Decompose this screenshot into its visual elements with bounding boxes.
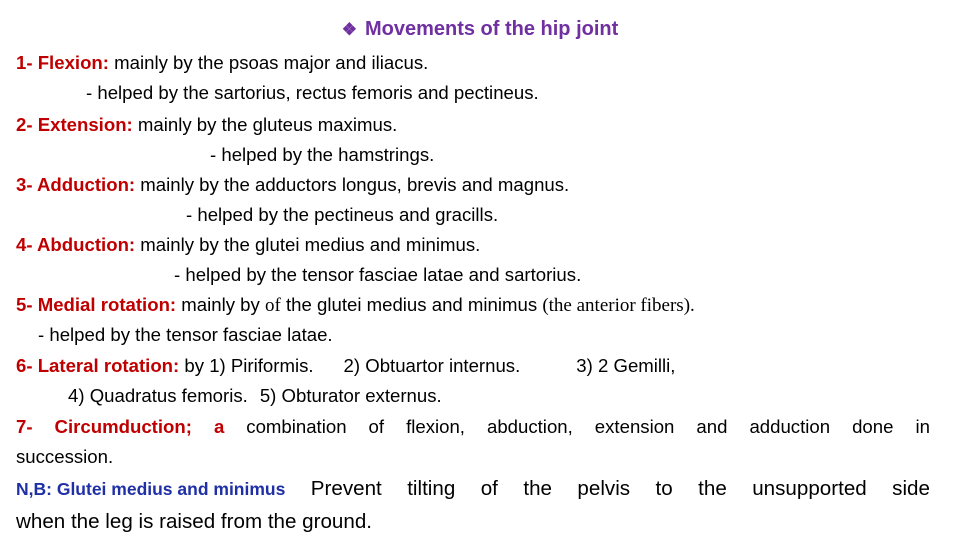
medial-rotation-heading: 5- Medial rotation: <box>16 294 177 315</box>
circ-word: flexion, <box>406 416 465 437</box>
medial-main-of: of <box>265 295 281 316</box>
adduction-help-text: - helped by the pectineus and gracills. <box>186 204 499 225</box>
extension-heading: 2- Extension: <box>16 114 133 135</box>
lateral-rotation-line-2 <box>68 384 442 408</box>
adduction-main: mainly by the adductors longus, brevis and magnus. <box>135 174 570 195</box>
abduction-main: mainly by the glutei medius and minimus. <box>135 234 481 255</box>
circ-cont: succession. <box>16 446 114 467</box>
note-line-2 <box>16 510 372 534</box>
note-heading: N,B: Glutei medius and minimus <box>16 479 286 499</box>
lateral-main-b: 2) Obtuartor internus. <box>343 355 521 376</box>
adduction-line <box>16 173 569 197</box>
circ-word: a <box>213 416 225 437</box>
circumduction-line-2 <box>16 445 113 469</box>
adduction-heading: 3- Adduction: <box>16 174 136 195</box>
note-word: unsupported <box>752 477 867 500</box>
note-word: the <box>523 477 552 500</box>
lateral-main-a: by 1) Piriformis. <box>179 355 314 376</box>
circ-word: abduction, <box>486 416 573 437</box>
medial-rotation-line <box>16 293 695 318</box>
flexion-line <box>16 51 428 75</box>
note-line <box>16 477 930 501</box>
circ-word: of <box>368 416 385 437</box>
flexion-heading: 1- Flexion: <box>16 52 109 73</box>
lateral-main-c: 3) 2 Gemilli, <box>576 355 676 376</box>
lateral-rotation-heading: 6- Lateral rotation: <box>16 355 180 376</box>
circ-word: and <box>696 416 728 437</box>
flexion-help-text: - helped by the sartorius, rectus femoris and pectineus. <box>86 82 539 103</box>
circ-word: done <box>852 416 894 437</box>
lateral-line2-a: 4) Quadratus femoris. <box>68 385 248 406</box>
note-word: of <box>480 477 498 500</box>
lateral-line2-b: 5) Obturator externus. <box>259 385 442 406</box>
extension-helper <box>210 143 434 167</box>
medial-rotation-helper <box>38 323 333 347</box>
note-word: to <box>655 477 673 500</box>
medial-main-c: (the anterior fibers). <box>542 295 695 316</box>
abduction-helper <box>174 263 581 287</box>
medial-main-a: mainly by <box>176 294 265 315</box>
extension-main: mainly by the gluteus maximus. <box>132 114 398 135</box>
medial-main-b: the glutei medius and minimus <box>280 294 543 315</box>
circ-heading: Circumduction; <box>54 416 192 437</box>
extension-help-text: - helped by the hamstrings. <box>210 144 435 165</box>
circ-word: extension <box>594 416 675 437</box>
note-word: the <box>698 477 727 500</box>
note-word: side <box>892 477 930 500</box>
circ-word: combination <box>246 416 347 437</box>
circ-word: in <box>915 416 930 437</box>
flexion-helper <box>86 81 539 105</box>
slide-title <box>0 18 960 41</box>
abduction-help-text: - helped by the tensor fasciae latae and sartorius. <box>174 264 582 285</box>
circ-word: adduction <box>749 416 831 437</box>
adduction-helper <box>186 203 498 227</box>
note-word: pelvis <box>577 477 631 500</box>
note-cont: when the leg is raised from the ground. <box>16 510 373 533</box>
abduction-line <box>16 233 480 257</box>
title-text: Movements of the hip joint <box>364 18 619 40</box>
medial-help-text: - helped by the tensor fasciae latae. <box>38 324 333 345</box>
note-word: Prevent <box>310 477 382 500</box>
note-word: tilting <box>407 477 456 500</box>
lateral-rotation-line <box>16 354 675 378</box>
circ-word: 7- <box>16 416 33 437</box>
abduction-heading: 4- Abduction: <box>16 234 136 255</box>
flexion-main: mainly by the psoas major and iliacus. <box>108 52 429 73</box>
diamond-bullet-icon: ❖ <box>341 20 357 39</box>
extension-line <box>16 113 397 137</box>
circumduction-line <box>16 415 930 439</box>
